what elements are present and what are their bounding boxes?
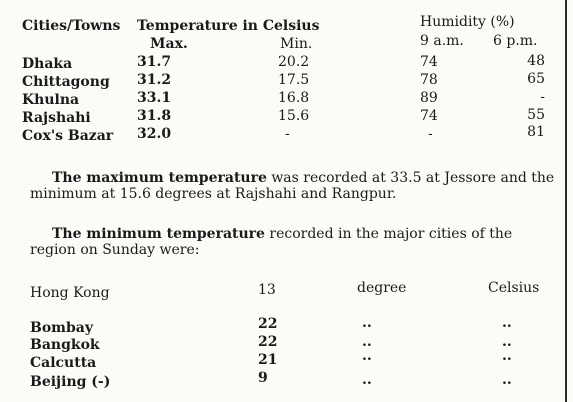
paragraph-max-temperature: [30, 170, 555, 202]
header-temperature: Temperature in Celsius: [137, 18, 320, 34]
ditto-mark: ..: [362, 315, 372, 331]
humidity-pm: 65: [527, 71, 545, 87]
humidity-am: 74: [420, 54, 438, 70]
min-value: -: [285, 126, 290, 142]
humidity-pm: -: [540, 89, 545, 105]
humidity-pm: 81: [527, 124, 545, 140]
unit-degree: degree: [357, 280, 407, 296]
paragraph-lead: The maximum temperature: [52, 170, 267, 186]
humidity-pm: 55: [527, 107, 545, 123]
ditto-mark: ..: [362, 372, 372, 388]
city-name: Cox's Bazar: [22, 128, 114, 144]
city-name: Khulna: [22, 92, 80, 108]
temperature-value: 22: [258, 334, 278, 350]
humidity-am: -: [428, 126, 433, 142]
humidity-am: 89: [420, 90, 438, 106]
max-value: 31.7: [137, 54, 172, 70]
min-value: 17.5: [278, 72, 310, 88]
temperature-value: 9: [258, 370, 268, 386]
header-max: Max.: [150, 36, 188, 52]
header-9am: 9 a.m.: [420, 33, 464, 49]
ditto-mark: ..: [502, 334, 512, 350]
temperature-value: 22: [258, 316, 278, 332]
max-value: 32.0: [137, 126, 172, 142]
city-name: Calcutta: [30, 355, 97, 371]
city-name: Hong Kong: [30, 285, 110, 301]
city-name: Beijing (-): [30, 374, 111, 390]
ditto-mark: ..: [362, 334, 372, 350]
max-value: 33.1: [137, 90, 172, 106]
min-value: 16.8: [278, 90, 310, 106]
column-rule: [565, 0, 567, 402]
temperature-value: 21: [258, 352, 278, 368]
header-humidity: Humidity (%): [420, 14, 515, 30]
header-cities: Cities/Towns: [22, 18, 121, 34]
city-name: Bangkok: [30, 337, 100, 353]
city-name: Bombay: [30, 320, 93, 336]
city-name: Rajshahi: [22, 110, 91, 126]
city-name: Dhaka: [22, 56, 73, 72]
clipped-heading: [20, 0, 170, 4]
paragraph-text: recorded in the major cities of the region on Sunday were:: [30, 226, 513, 258]
city-name: Chittagong: [22, 74, 110, 90]
ditto-mark: ..: [502, 372, 512, 388]
ditto-mark: ..: [502, 348, 512, 364]
ditto-mark: ..: [502, 315, 512, 331]
humidity-am: 74: [420, 108, 438, 124]
ditto-mark: ..: [362, 348, 372, 364]
paragraph-text: was recorded at 33.5 at Jessore and the minimum at 15.6 degrees at Rajshahi and Rangpur.: [30, 170, 555, 202]
max-value: 31.8: [137, 108, 172, 124]
unit-celsius: Celsius: [488, 280, 540, 296]
humidity-pm: 48: [527, 53, 545, 69]
header-min: Min.: [280, 36, 313, 52]
min-value: 20.2: [278, 54, 310, 70]
paragraph-min-temperature: [30, 226, 555, 258]
header-6pm: 6 p.m.: [493, 33, 538, 49]
max-value: 31.2: [137, 72, 172, 88]
paragraph-lead: The minimum temperature: [52, 226, 265, 242]
humidity-am: 78: [420, 72, 438, 88]
temperature-value: 13: [258, 282, 276, 298]
min-value: 15.6: [278, 108, 310, 124]
